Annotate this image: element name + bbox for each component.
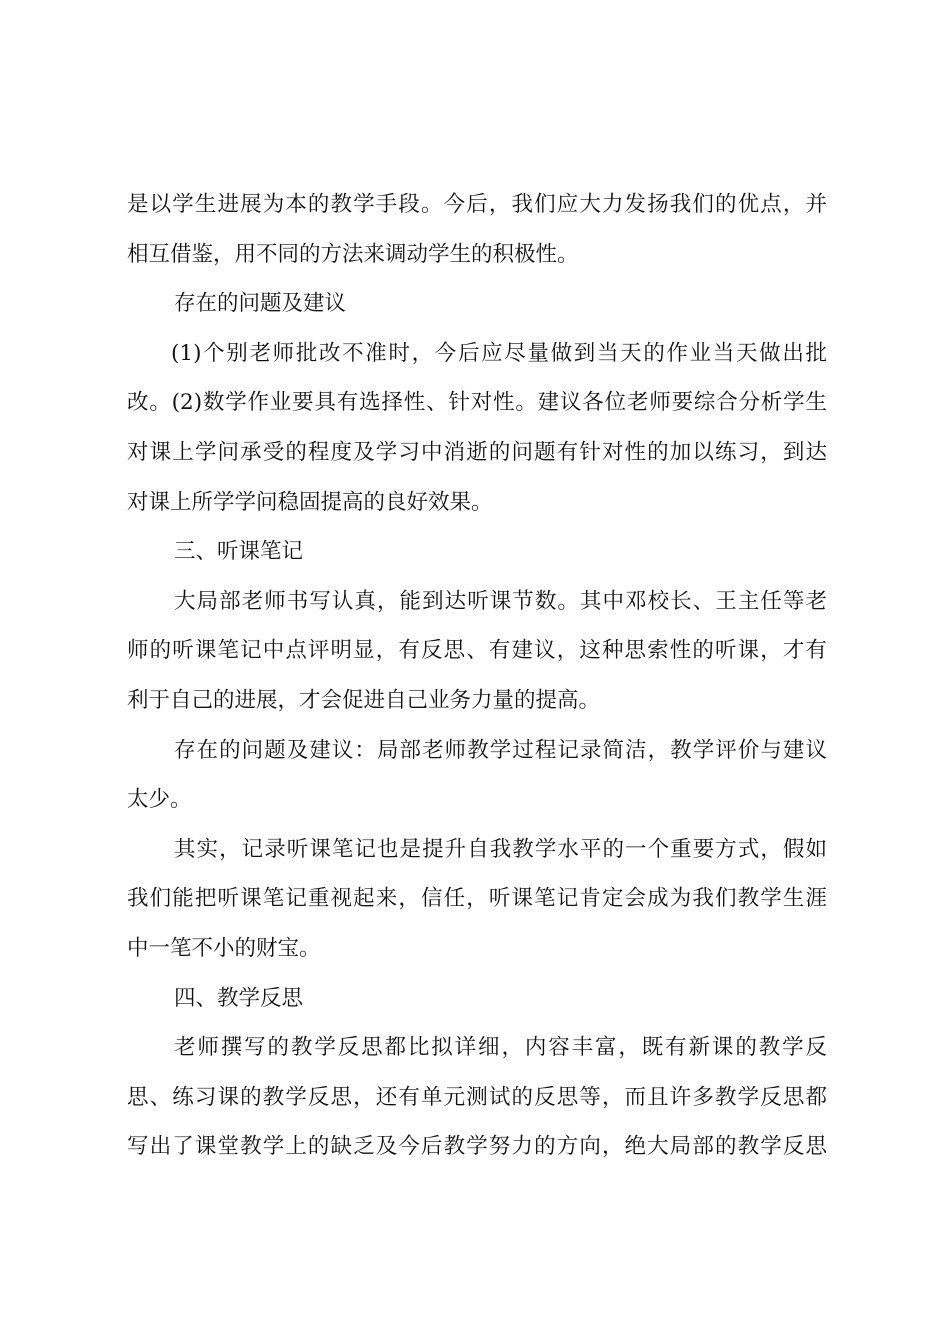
text-line: 思、练习课的教学反思，还有单元测试的反思等，而且许多教学反思都 bbox=[127, 1084, 827, 1110]
text-line: 我们能把听课笔记重视起来，信任，听课笔记肯定会成为我们教学生涯 bbox=[127, 886, 827, 912]
text-line: 其实，记录听课笔记也是提升自我教学水平的一个重要方式，假如 bbox=[174, 836, 827, 862]
text-line: 是以学生进展为本的教学手段。今后，我们应大力发扬我们的优点，并 bbox=[127, 192, 827, 217]
text-line: 存在的问题及建议：局部老师教学过程记录简洁，教学评价与建议 bbox=[174, 737, 827, 763]
text-line: (1)个别老师批改不准时，今后应尽量做到当天的作业当天做出批 bbox=[171, 340, 827, 366]
text-line: 改。(2)数学作业要具有选择性、针对性。建议各位老师要综合分析学生 bbox=[127, 390, 827, 416]
text-line: 写出了课堂教学上的缺乏及今后教学努力的方向，绝大局部的教学反思 bbox=[127, 1134, 827, 1160]
section-heading: 存在的问题及建议 bbox=[174, 291, 347, 317]
text-line: 太少。 bbox=[127, 787, 192, 813]
text-line: 对课上所学学问稳固提高的良好效果。 bbox=[127, 489, 493, 515]
text-line: 老师撰写的教学反思都比拟详细，内容丰富，既有新课的教学反 bbox=[174, 1035, 827, 1061]
text-line: 对课上学问承受的程度及学习中消逝的问题有针对性的加以练习，到达 bbox=[127, 439, 827, 465]
text-line: 大局部老师书写认真，能到达听课节数。其中邓校长、王主任等老 bbox=[174, 588, 827, 614]
text-line: 利于自己的进展，才会促进自己业务力量的提高。 bbox=[127, 687, 601, 713]
text-line: 中一笔不小的财宝。 bbox=[127, 935, 321, 961]
text-line: 师的听课笔记中点评明显，有反思、有建议，这种思索性的听课，才有 bbox=[127, 638, 827, 664]
text-line: 相互借鉴，用不同的方法来调动学生的积极性。 bbox=[127, 241, 579, 267]
section-heading: 四、教学反思 bbox=[174, 985, 304, 1011]
document-body bbox=[127, 180, 827, 1172]
section-heading: 三、听课笔记 bbox=[174, 539, 304, 565]
